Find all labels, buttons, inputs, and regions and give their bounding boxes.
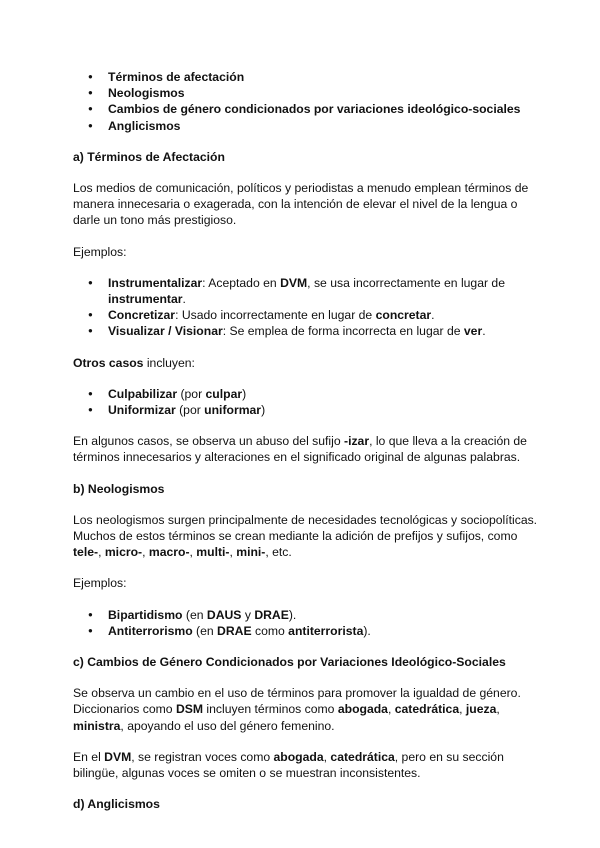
list-item: ● Visualizar / Visionar: Se emplea de forma incorrecta en lugar de ver. <box>73 323 540 339</box>
list-item: ● Términos de afectación <box>73 69 540 85</box>
list-item: ● Antiterrorismo (en DRAE como antiterrorista). <box>73 623 540 639</box>
section-b-heading: b) Neologismos <box>73 481 165 496</box>
section-b-intro: Los neologismos surgen principalmente de necesidades tecnológicas y sociopolíticas. Muchos de estos términos se crean mediante la adición de prefijos y sufijos, como tele-, micro-, macro-, multi-, mini-, etc. <box>73 512 538 560</box>
list-item: ● Culpabilizar (por culpar) <box>73 386 540 402</box>
list-item: ● Bipartidismo (en DAUS y DRAE). <box>73 607 540 623</box>
list-item: ● Uniformizar (por uniformar) <box>73 402 540 418</box>
topic-list <box>73 69 540 134</box>
section-c-paragraph-2: En el DVM, se registran voces como abogada, catedrática, pero en su sección bilingüe, algunas voces se omiten o se muestran inconsistentes. <box>73 749 504 781</box>
list-item: ● Cambios de género condicionados por variaciones ideológico-sociales <box>73 101 540 117</box>
other-cases-label: Otros casos incluyen: <box>73 355 195 370</box>
section-c-paragraph-1: Se observa un cambio en el uso de términos para promover la igualdad de género. Diccionarios como DSM incluyen términos como abogada, catedrática, jueza, ministra, apoyando el uso del género femenino. <box>73 686 521 733</box>
section-b-examples-label: Ejemplos: <box>73 576 127 591</box>
section-a-heading: a) Términos de Afectación <box>73 149 225 164</box>
section-a-intro: Los medios de comunicación, políticos y periodistas a menudo emplean términos de manera innecesaria o exagerada, con la intención de elevar el nivel de la lengua o darle un tono más prestigioso. <box>73 181 529 228</box>
list-item: ● Instrumentalizar: Aceptado en DVM, se usa incorrectamente en lugar de instrumentar. <box>73 275 540 307</box>
section-a-closing: En algunos casos, se observa un abuso del sufijo -izar, lo que lleva a la creación de términos innecesarios y alteraciones en el significado original de algunas palabras. <box>73 434 527 465</box>
section-c-heading: c) Cambios de Género Condicionados por Variaciones Ideológico-Sociales <box>73 655 506 670</box>
section-a-examples <box>73 275 540 340</box>
other-cases-list <box>73 386 540 418</box>
list-item: ● Neologismos <box>73 85 540 101</box>
section-b-examples <box>73 607 540 639</box>
section-d-heading: d) Anglicismos <box>73 797 160 812</box>
list-item: ● Anglicismos <box>73 118 540 134</box>
list-item: ● Concretizar: Usado incorrectamente en lugar de concretar. <box>73 307 540 323</box>
section-a-examples-label: Ejemplos: <box>73 244 127 259</box>
